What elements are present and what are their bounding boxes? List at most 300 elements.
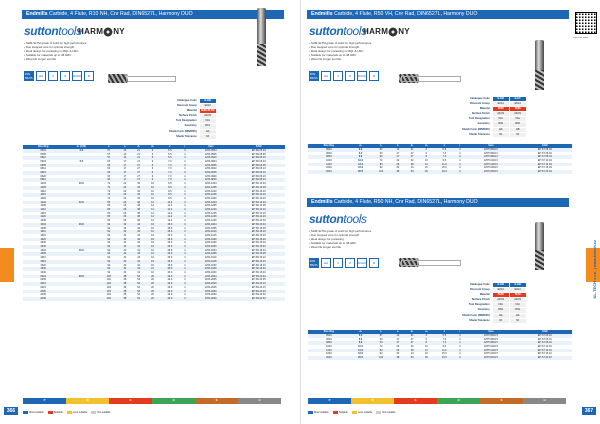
table-cell: EH 69 16 15: [233, 260, 285, 264]
table-cell: 6: [151, 159, 154, 163]
table-cell: 32: [118, 260, 132, 264]
table-cell: 4: [184, 293, 186, 297]
table-cell: EH 67 10 10: [537, 344, 552, 348]
table-cell: 13: [118, 156, 132, 160]
table-cell: 54: [137, 293, 141, 297]
table-cell: 22: [118, 186, 132, 190]
feature-item: • Duo stepped core for optimal strength: [309, 234, 371, 238]
spec-key: Material: [186, 109, 197, 113]
spec-value: SHM: [509, 107, 526, 112]
table-cell: 5.5: [159, 156, 180, 160]
legend-cell-n: N: [152, 398, 195, 404]
table-cell: EHA 1010: [205, 189, 217, 193]
legend-label: Less suitable: [357, 411, 373, 414]
table-cell: 4: [184, 182, 186, 186]
table-cell: 32: [123, 263, 127, 267]
legend-cell-m: M: [66, 398, 109, 404]
table-cell: 83: [107, 219, 111, 223]
table-cell: 20: [146, 282, 160, 286]
spec-key: Geometry: [477, 308, 490, 312]
table-cell: 6.0: [63, 149, 99, 153]
table-cell: 15.0: [159, 223, 180, 227]
table-cell: 72: [99, 186, 118, 190]
page-header-1: [307, 10, 569, 19]
table-cell: EHA 1205: [205, 204, 217, 208]
table-cell: 0504: [308, 334, 350, 338]
table-cell: 104: [99, 282, 118, 286]
table-cell: EH 69 16 40: [251, 271, 266, 274]
column-header: Size Reg: [23, 145, 63, 149]
table-cell: 27: [410, 151, 414, 155]
table-cell: 2030: [40, 293, 46, 297]
table-cell: EHA 0505: [205, 152, 217, 156]
table-cell: 11.2: [433, 349, 455, 353]
table-cell: 1610: [40, 256, 46, 260]
table-cell: 38: [137, 204, 141, 208]
table-cell: 4: [455, 341, 464, 345]
harmony-o-icon: [388, 27, 398, 37]
table-cell: 54: [132, 297, 146, 301]
table-cell: EHA 1610: [205, 256, 217, 260]
table-cell: EH 69 06 20: [251, 174, 266, 178]
table-cell: 8: [419, 341, 433, 345]
feature-item: • Ideal design for pocketing in MQL & HSC: [309, 50, 371, 54]
table-cell: 16: [146, 223, 160, 227]
table-cell: 11.2: [167, 204, 173, 208]
table-cell: 1605: [23, 252, 63, 256]
table-cell: 16: [146, 267, 160, 271]
table-cell: 4: [180, 297, 189, 301]
table-cell: EHA 0604: [205, 159, 217, 163]
column-header: Item: [189, 145, 232, 149]
table-cell: 72: [107, 196, 111, 200]
column-header: d₃: [146, 145, 160, 149]
table-cell: 11.2: [159, 208, 180, 212]
table-cell: 4: [180, 149, 189, 153]
table-cell: 17: [118, 164, 132, 168]
table-cell: 92: [107, 241, 111, 245]
table-cell: 4: [184, 256, 186, 260]
table-cell: 20: [151, 285, 154, 289]
spec-key: Tool Designation: [468, 117, 490, 121]
table-cell: 19.0: [159, 275, 180, 279]
table-cell: 72: [99, 193, 118, 197]
legend-swatch: [352, 411, 357, 414]
table-cell: 104: [99, 297, 118, 301]
legend-label: Not suitable: [97, 411, 111, 414]
header-subtitle: Carbide, 4 Flute, R10 NH, Cnr Rad, DIN6527L, Harmony DUO: [49, 11, 193, 17]
table-cell: EH 67 20 10: [518, 356, 572, 360]
table-cell: 15.0: [167, 263, 173, 267]
spec-value: HA: [509, 313, 526, 318]
product-table-2: [308, 330, 572, 360]
table-cell: 4: [180, 215, 189, 219]
table-cell: 38: [391, 170, 405, 174]
legend-key: [23, 411, 44, 414]
table-cell: 6: [146, 156, 160, 160]
table-cell: 54: [137, 285, 141, 289]
spec-key: Shank Tolerance: [176, 134, 197, 138]
table-cell: 44: [137, 241, 141, 245]
table-cell: EH 69 10 05: [233, 186, 285, 190]
table-cell: 32: [118, 245, 132, 249]
table-cell: 19.0: [167, 278, 173, 282]
table-cell: EH 67 08 04: [518, 155, 572, 159]
table-cell: 1204: [308, 163, 350, 167]
table-cell: 0505: [40, 152, 46, 156]
table-cell: 54: [132, 275, 146, 279]
table-cell: 83: [107, 211, 111, 215]
table-row: [23, 297, 285, 301]
column-header: d₃: [419, 330, 433, 334]
spec-value: h6: [509, 132, 526, 137]
table-cell: EH 67 16 04: [537, 166, 552, 170]
harmony-logo: HARM NY: [78, 27, 125, 37]
legend-swatch: [48, 411, 53, 414]
table-cell: 20.0: [350, 356, 372, 360]
table-cell: 1620: [40, 263, 46, 267]
table-cell: 63: [107, 167, 111, 171]
table-cell: 32: [118, 230, 132, 234]
table-cell: EHA 1220: [189, 215, 232, 219]
legend-swatch: [91, 411, 96, 414]
table-cell: EH 69 16 40: [233, 245, 285, 249]
table-cell: 21: [137, 152, 141, 156]
property-icon: 4: [333, 258, 343, 268]
table-cell: 20: [146, 275, 160, 279]
spec-value: h6: [492, 318, 509, 323]
table-cell: 9.5: [168, 196, 172, 200]
table-cell: 1220: [23, 215, 63, 219]
table-cell: 32: [123, 256, 127, 260]
table-cell: EH 69 20 15: [251, 285, 266, 289]
table-cell: 17: [123, 159, 127, 163]
table-cell: EH 69 10 04: [251, 182, 266, 186]
table-cell: 32: [118, 252, 132, 256]
table-cell: EHA 1215: [205, 211, 217, 215]
table-cell: 15.0: [159, 267, 180, 271]
table-cell: 4: [459, 151, 461, 155]
page-number: 367: [582, 407, 596, 415]
table-cell: EH 69 16 20: [233, 238, 285, 242]
column-header: l₂: [118, 145, 132, 149]
table-cell: 63: [379, 151, 383, 155]
column-header: r: [455, 144, 464, 148]
table-cell: 9.5: [442, 344, 447, 348]
table-cell: EHA 0620: [205, 174, 217, 178]
table-cell: 83: [371, 349, 390, 353]
spec-value: SHM: [492, 293, 509, 298]
table-cell: EH 69 16 04: [251, 248, 266, 252]
table-cell: 104: [99, 275, 118, 279]
table-cell: 6.0: [350, 334, 372, 338]
table-cell: 83: [99, 215, 118, 219]
table-cell: 104: [371, 356, 390, 360]
table-cell: 38: [118, 290, 132, 294]
feature-item: • Wear life longer tool life: [24, 58, 86, 62]
table-cell: 63: [107, 174, 111, 178]
column-header: d₂: [132, 145, 146, 149]
table-cell: 16: [146, 238, 160, 242]
table-cell: 16: [146, 260, 160, 264]
column-header: l₁: [99, 145, 118, 149]
endmill-image: [535, 40, 544, 90]
table-cell: 13: [118, 149, 132, 153]
table-cell: 6: [151, 167, 154, 171]
column-header: d₁ (h10): [63, 145, 99, 149]
spec-value: HA: [492, 127, 509, 132]
legend-key: [48, 411, 63, 414]
table-cell: EHA 1640: [205, 271, 217, 274]
table-cell: 15.0: [159, 260, 180, 264]
table-cell: 26: [391, 349, 405, 353]
spec-key: Geometry: [477, 122, 490, 126]
table-cell: 92: [107, 233, 111, 237]
table-cell: EHA 2020: [189, 290, 232, 294]
feature-item: • Wear life longer tool life: [309, 58, 371, 62]
table-cell: 6: [419, 148, 433, 152]
column-header: z: [433, 330, 455, 334]
spec-value: h6: [492, 132, 509, 137]
feature-item: • Ideal design for pocketing in MQL & HSC: [24, 50, 86, 54]
column-header: l₁: [371, 330, 390, 334]
table-cell: 32: [123, 226, 127, 230]
table-cell: 0510: [23, 156, 63, 160]
material-legend: [308, 398, 566, 404]
spec-value: N/A: [492, 117, 509, 122]
table-cell: 1005: [23, 186, 63, 190]
table-cell: EHA 2030: [205, 293, 217, 297]
spec-value: AlCrN: [492, 112, 509, 117]
table-cell: 27: [137, 159, 141, 163]
table-cell: 4: [180, 186, 189, 190]
legend-cell-h: H: [238, 398, 281, 404]
table-cell: 1630: [23, 267, 63, 271]
table-cell: 6.0: [358, 337, 363, 341]
table-cell: EHA 1610: [189, 230, 232, 234]
table-cell: 4: [455, 349, 464, 353]
table-cell: 44: [137, 263, 141, 267]
table-cell: 4: [184, 285, 186, 289]
table-cell: [63, 297, 99, 301]
table-cell: EHA 2005: [205, 278, 217, 282]
spec-key: Surface Finish: [178, 114, 197, 118]
table-cell: 4: [180, 238, 189, 242]
table-cell: 4: [184, 204, 186, 208]
property-icon: DIN 6527L: [24, 72, 34, 80]
table-cell: 1615: [23, 260, 63, 264]
table-cell: 92: [379, 352, 383, 356]
table-cell: 57: [371, 334, 390, 338]
column-header: z: [159, 145, 180, 149]
table-cell: 104: [106, 293, 111, 297]
table-cell: 83: [99, 201, 118, 205]
table-cell: EH 69 05 10: [233, 156, 285, 160]
spec-value: E-HB: [492, 283, 509, 288]
table-cell: 63: [371, 155, 390, 159]
dimension-drawing: [401, 260, 461, 266]
table-cell: 12: [146, 215, 160, 219]
table-cell: 4: [459, 352, 461, 356]
spec-value: N/A: [199, 119, 216, 124]
table-cell: 44: [137, 256, 141, 260]
table-cell: 0605: [23, 164, 63, 168]
table-cell: EH 69 12 04: [233, 201, 285, 205]
property-icon: SOLID: [72, 71, 82, 81]
table-cell: EH 69 20 05: [251, 278, 266, 282]
table-cell: 6: [151, 152, 154, 156]
table-cell: EH 69 16 30: [233, 267, 285, 271]
table-cell: 15.0: [159, 238, 180, 242]
legend-label: Not suitable: [382, 411, 396, 414]
spec-value: E-HB: [509, 283, 526, 288]
table-cell: 44: [410, 166, 414, 170]
table-cell: EHA 1620: [205, 263, 217, 267]
table-cell: 4: [180, 245, 189, 249]
property-icons: [309, 258, 379, 268]
table-cell: 4: [455, 148, 464, 152]
table-cell: EH 69 16 15: [251, 233, 266, 237]
table-cell: 1640: [40, 271, 46, 274]
table-cell: 4: [455, 334, 464, 338]
header-subtitle: Carbide, 4 Flute, R50 VH, Cnr Rad, DIN6527L, Harmony DUO: [334, 11, 478, 17]
table-cell: 7.0: [159, 171, 180, 175]
table-cell: 54: [132, 290, 146, 294]
property-icon: Z: [345, 71, 355, 81]
feature-item: • SHM-SLTM grade of solid for high performance: [24, 42, 86, 46]
spec-table: [168, 98, 217, 140]
legend-keys: [23, 411, 111, 414]
table-cell: 2010: [23, 282, 63, 286]
property-icon: 4: [333, 71, 343, 81]
qr-code-icon[interactable]: [575, 12, 597, 34]
legend-keys: [308, 411, 396, 414]
table-cell: 6: [146, 149, 160, 153]
table-cell: 2020: [23, 290, 63, 294]
table-cell: 22: [396, 158, 400, 162]
table-cell: 4: [184, 233, 186, 237]
table-cell: 104: [371, 170, 390, 174]
legend-key: [333, 411, 348, 414]
table-cell: 16: [151, 226, 154, 230]
table-cell: 44: [410, 352, 414, 356]
table-cell: 38: [118, 282, 132, 286]
legend-swatch: [333, 411, 338, 414]
table-cell: 10.0: [78, 182, 84, 186]
table-cell: 4: [459, 344, 461, 348]
table-cell: 8.0: [350, 155, 372, 159]
table-cell: 4: [184, 241, 186, 245]
table-cell: 57: [371, 148, 390, 152]
table-cell: 7.0: [442, 337, 447, 341]
table-cell: 16.0: [78, 248, 84, 252]
table-cell: 1615: [40, 233, 46, 237]
table-cell: EHH 1204 5: [464, 349, 517, 353]
table-cell: 10.0: [358, 344, 364, 348]
spec-value: AlCrN: [199, 114, 216, 119]
table-cell: 63: [99, 171, 118, 175]
table-cell: 26: [118, 201, 132, 205]
table-cell: 19.0: [159, 290, 180, 294]
table-cell: 20.0: [63, 275, 99, 279]
table-cell: 1605: [40, 226, 46, 230]
table-cell: 92: [99, 223, 118, 227]
table-cell: 38: [391, 356, 405, 360]
table-cell: EH 67 06 04: [537, 151, 552, 155]
harmony-o-icon: [103, 27, 113, 37]
property-icon: R: [84, 71, 94, 81]
table-cell: 20: [419, 356, 433, 360]
legend-key: [376, 411, 395, 414]
table-cell: EHA 1630: [189, 267, 232, 271]
table-cell: EHH 0804 5: [464, 341, 517, 345]
spec-value: h6: [199, 134, 216, 139]
table-cell: 92: [99, 245, 118, 249]
table-cell: EHA 2010: [189, 282, 232, 286]
legend-cell-n: N: [437, 398, 480, 404]
table-cell: 20: [151, 293, 154, 297]
spec-key: Material: [479, 107, 490, 111]
table-cell: 5.5: [433, 148, 455, 152]
table-cell: 92: [107, 256, 111, 260]
table-cell: 17: [391, 155, 405, 159]
spec-value: N/A: [492, 303, 509, 308]
table-cell: 6: [425, 151, 428, 155]
table-cell: 27: [410, 337, 414, 341]
table-cell: 17: [396, 151, 400, 155]
spec-key: Geometry: [184, 124, 197, 128]
product-table-1: [308, 144, 572, 174]
table-cell: 4: [180, 230, 189, 234]
table-cell: EHA 1004: [205, 182, 217, 186]
spec-table-1: [461, 96, 527, 138]
table-cell: 2004: [308, 170, 350, 174]
table-cell: 4: [184, 278, 186, 282]
table-cell: 4: [455, 170, 464, 174]
table-cell: EHA 1015: [189, 193, 232, 197]
table-cell: 0604: [326, 151, 332, 155]
table-cell: 8: [419, 155, 433, 159]
spec-key: Tool Designation: [175, 119, 197, 123]
table-cell: EH 69 06 10: [251, 167, 266, 171]
table-cell: 6: [146, 171, 160, 175]
table-cell: 9.5: [159, 193, 180, 197]
legend-label: Less suitable: [72, 411, 88, 414]
table-cell: EHA 1005: [189, 186, 232, 190]
feature-item: • Duo stepped core for optimal strength: [309, 46, 371, 50]
table-cell: 6.0: [79, 159, 84, 163]
chapter-tab: [0, 248, 14, 282]
table-cell: 1010: [40, 189, 46, 193]
feature-list: [309, 230, 371, 250]
table-cell: 16: [146, 230, 160, 234]
table-cell: 27: [137, 167, 141, 171]
table-cell: 12.0: [350, 349, 372, 353]
table-cell: 26: [118, 208, 132, 212]
table-cell: 0804: [308, 341, 350, 345]
table-cell: 38: [123, 285, 127, 289]
table-cell: 27: [405, 341, 419, 345]
table-cell: EHA 0504: [189, 149, 232, 153]
table-cell: 32: [410, 158, 414, 162]
spec-row: [461, 318, 526, 323]
table-cell: 4: [184, 226, 186, 230]
property-icon: HA: [36, 71, 46, 81]
spec-key: Discount Group: [470, 102, 490, 106]
table-cell: 8.0: [350, 341, 372, 345]
table-cell: EH 67 16 10: [537, 352, 552, 356]
table-cell: 1015: [23, 193, 63, 197]
